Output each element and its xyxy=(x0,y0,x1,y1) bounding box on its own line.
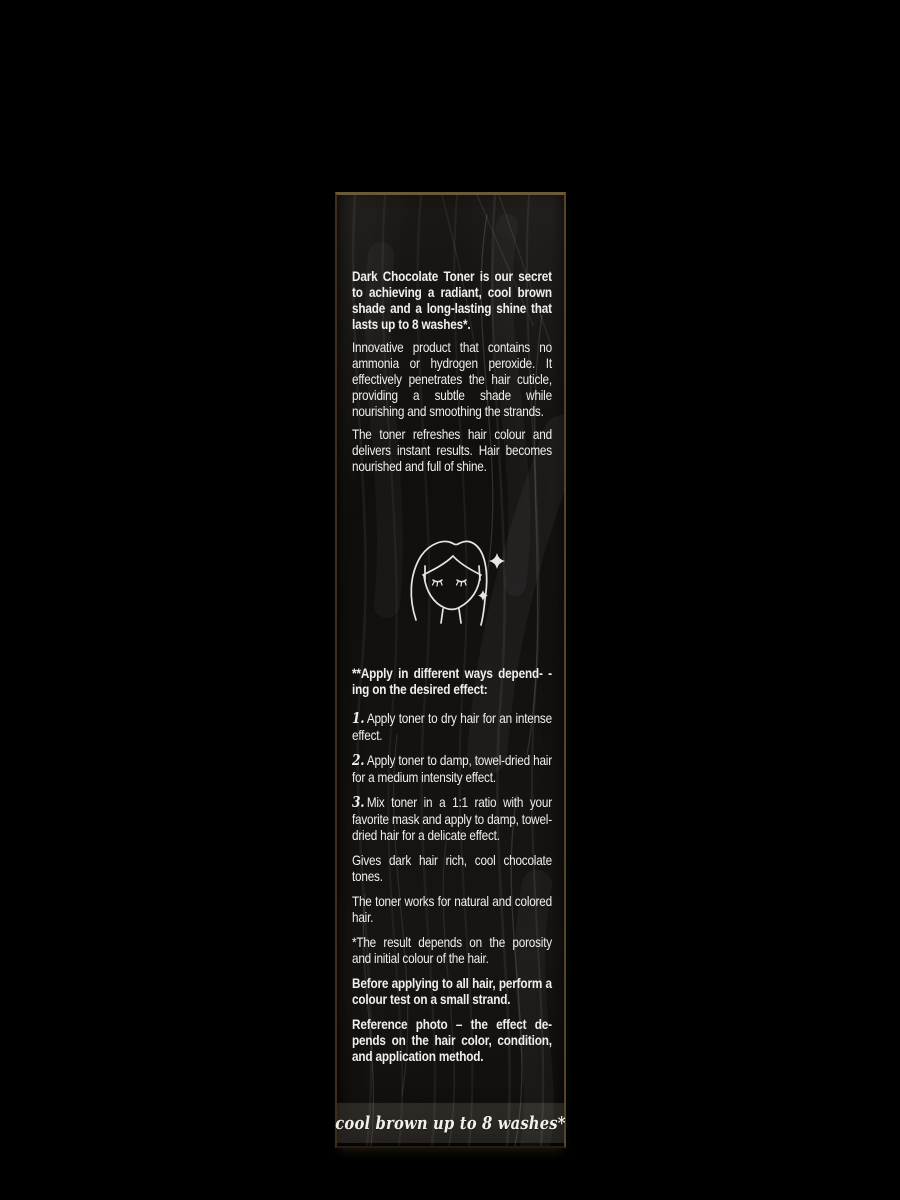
panel-content xyxy=(337,195,564,1146)
usage-step-2 xyxy=(352,752,552,785)
sparkle-icon xyxy=(478,553,505,601)
note-paragraph-3: *The result depends on the porosity and initial colour of the hair. xyxy=(352,934,552,966)
note-paragraph-1: Gives dark hair rich, cool chocolate tones. xyxy=(352,852,552,884)
usage-step-3 xyxy=(352,794,552,843)
note-paragraph-5: Reference photo – the effect de- pends on the hair color, condition, and application method. xyxy=(352,1016,552,1064)
woman-face-with-sparkles-icon xyxy=(400,537,515,632)
usage-heading: **Apply in different ways depend- -ing on the desired effect: xyxy=(352,665,552,697)
claim-banner xyxy=(337,1103,564,1143)
step-text: Apply toner to damp, towel-dried hair for a medium intensity effect. xyxy=(352,752,552,785)
claim-banner-label: cool brown up to 8 washes* xyxy=(335,1112,566,1134)
usage-step-1 xyxy=(352,710,552,743)
step-number: 3. xyxy=(352,794,365,811)
step-number: 2. xyxy=(352,752,365,769)
intro-paragraph-2: Innovative product that contains no ammonia or hydrogen peroxide. It effectively penetrates the hair cuticle, providing a subtle shade while nourishing and smoothing the strands. xyxy=(352,339,552,419)
product-box-side-panel xyxy=(335,192,566,1148)
note-paragraph-4: Before applying to all hair, perform a colour test on a small strand. xyxy=(352,975,552,1007)
intro-text-block xyxy=(352,268,552,481)
step-text: Mix toner in a 1:1 ratio with your favorite mask and apply to damp, towel-dried hair for a delicate effect. xyxy=(352,794,552,843)
step-text: Apply toner to dry hair for an intense effect. xyxy=(352,710,552,743)
usage-text-block xyxy=(352,665,552,1073)
step-number: 1. xyxy=(352,710,365,727)
intro-paragraph-3: The toner refreshes hair colour and delivers instant results. Hair becomes nourished and full of shine. xyxy=(352,426,552,474)
note-paragraph-2: The toner works for natural and colored hair. xyxy=(352,893,552,925)
intro-paragraph-1: Dark Chocolate Toner is our secret to achieving a radiant, cool brown shade and a long-lasting shine that lasts up to 8 washes*. xyxy=(352,268,552,332)
